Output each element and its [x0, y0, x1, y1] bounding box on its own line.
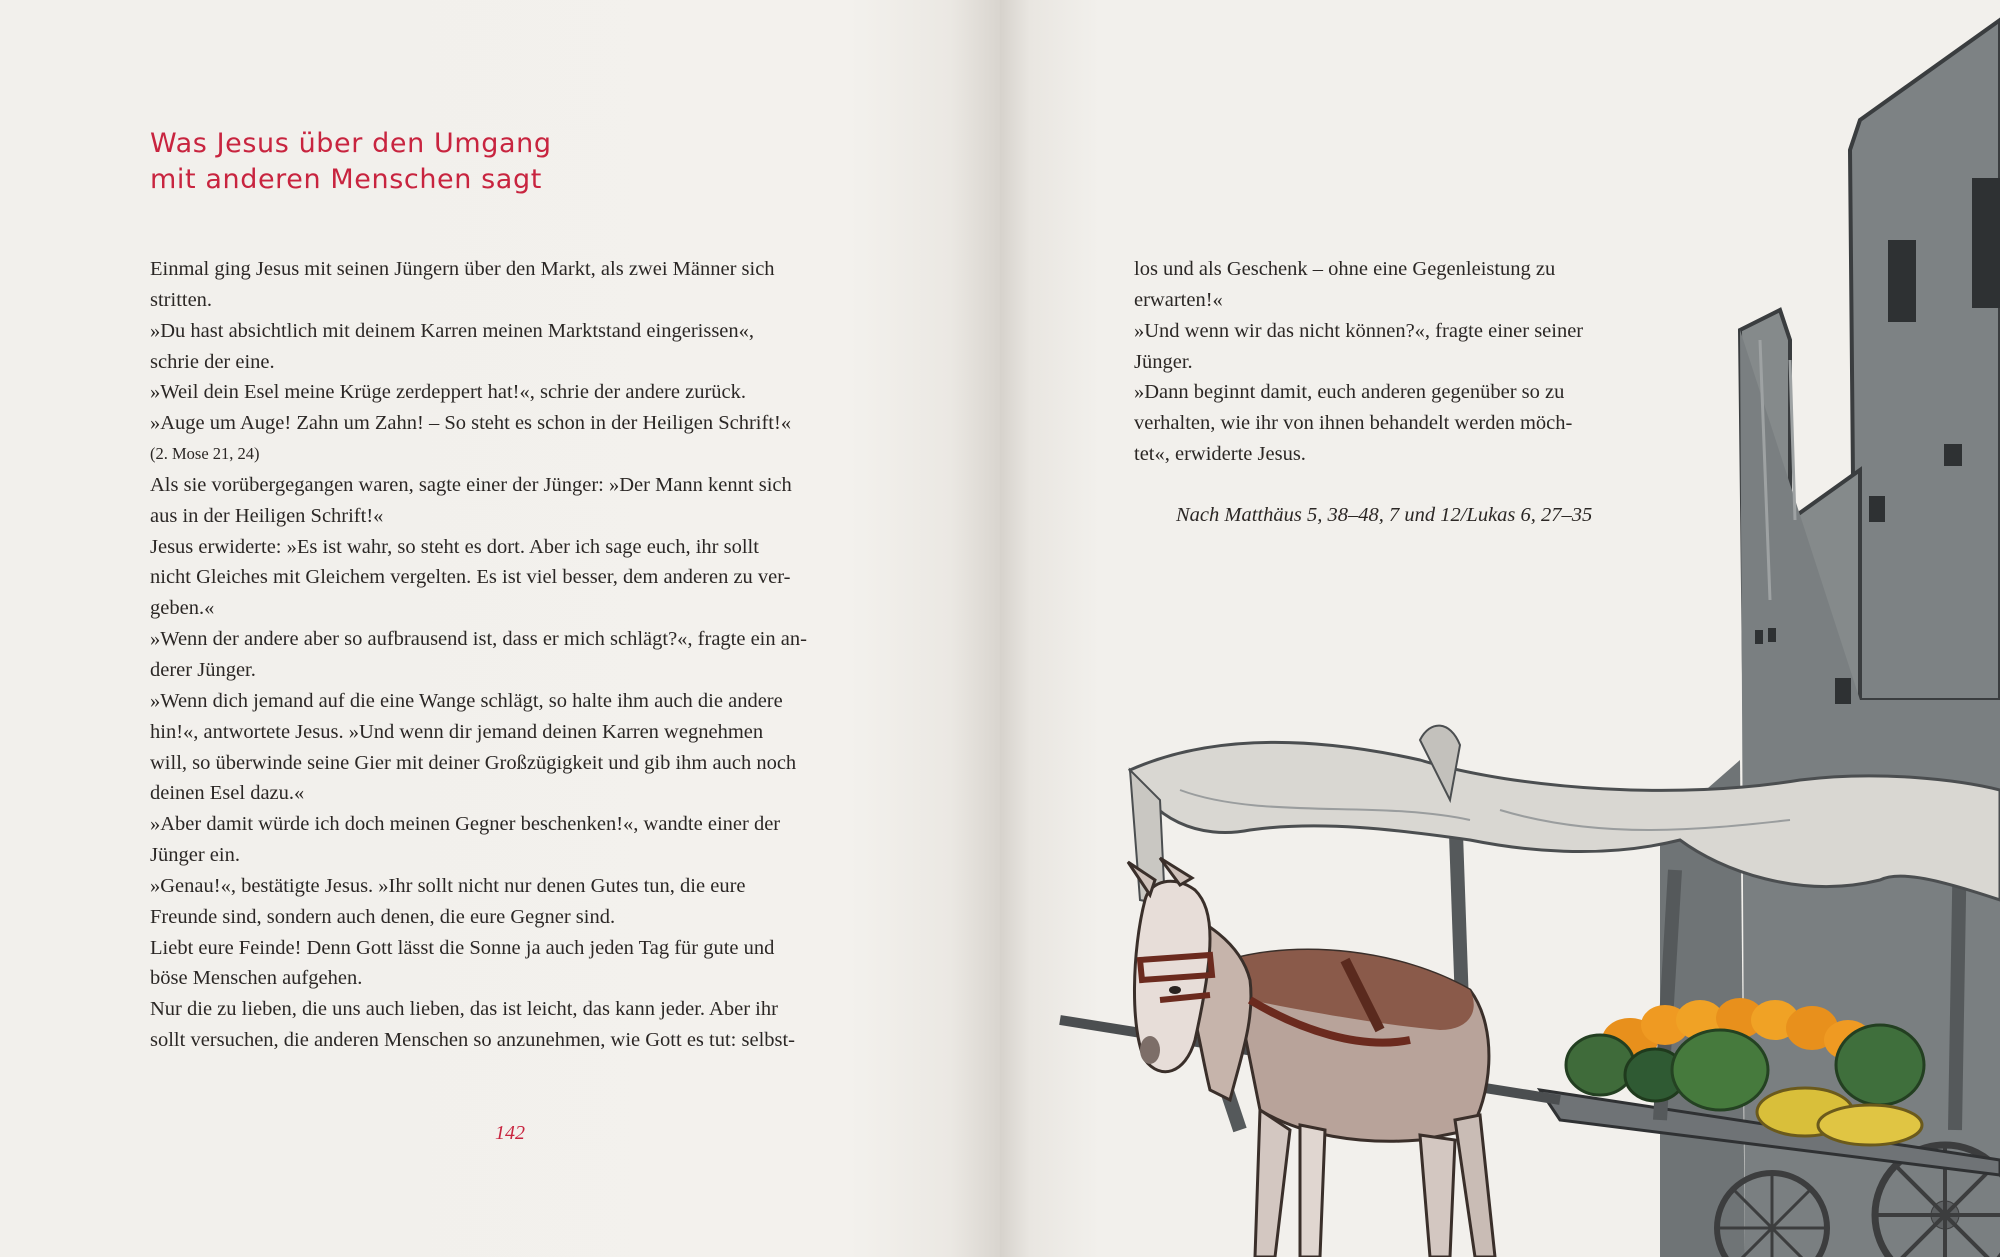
text-line: »Dann beginnt damit, euch anderen gegenüber so zu	[1134, 381, 1565, 404]
page-number: 142	[495, 1122, 525, 1144]
text-line: »Weil dein Esel meine Krüge zerdeppert hat!«, schrie der andere zurück.	[150, 381, 746, 404]
text-line: Als sie vorübergegangen waren, sagte einer der Jünger: »Der Mann kennt sich	[150, 473, 792, 496]
text-line: »Du hast absichtlich mit deinem Karren meinen Marktstand eingerissen«,	[150, 319, 755, 342]
left-body-text	[150, 254, 870, 1056]
bible-citation: Nach Matthäus 5, 38–48, 7 und 12/Lukas 6, 27–35	[1176, 504, 1593, 526]
text-line: aus in der Heiligen Schrift!«	[150, 504, 384, 527]
tower-window	[1888, 240, 1916, 322]
text-line: geben.«	[150, 597, 215, 620]
text-line: »Und wenn wir das nicht können?«, fragte einer seiner	[1134, 319, 1584, 342]
right-page	[1000, 0, 2000, 1257]
chapter-heading	[150, 126, 670, 198]
heading-line-2: mit anderen Menschen sagt	[150, 164, 542, 195]
text-line: los und als Geschenk – ohne eine Gegenleistung zu	[1134, 258, 1556, 280]
text-line: will, so überwinde seine Gier mit deiner Großzügigkeit und gib ihm auch noch	[150, 751, 797, 774]
text-line: schrie der eine.	[150, 350, 275, 373]
heading-line-1: Was Jesus über den Umgang	[150, 128, 552, 159]
text-line: Freunde sind, sondern auch denen, die eure Gegner sind.	[150, 905, 616, 928]
text-line: Jesus erwiderte: »Es ist wahr, so steht es dort. Aber ich sage euch, ihr sollt	[150, 535, 759, 558]
text-line: hin!«, antwortete Jesus. »Und wenn dir jemand deinen Karren wegnehmen	[150, 720, 764, 743]
tower-window	[1972, 178, 2000, 308]
text-line: Einmal ging Jesus mit seinen Jüngern über den Markt, als zwei Männer sich	[150, 258, 775, 280]
text-line: Nur die zu lieben, die uns auch lieben, das ist leicht, das kann jeder. Aber ihr	[150, 998, 778, 1021]
text-line: Jünger.	[1134, 350, 1193, 373]
text-line: »Wenn dich jemand auf die eine Wange schlägt, so halte ihm auch die andere	[150, 689, 783, 712]
text-line: Jünger ein.	[150, 844, 240, 867]
right-body-text	[1134, 254, 1654, 470]
donkey	[1128, 858, 1495, 1257]
text-line: Liebt eure Feinde! Denn Gott lässt die Sonne ja auch jeden Tag für gute und	[150, 936, 775, 959]
text-line: verhalten, wie ihr von ihnen behandelt werden möch-	[1134, 412, 1573, 435]
text-line: derer Jünger.	[150, 658, 256, 681]
text-line: stritten.	[150, 288, 213, 311]
text-line: böse Menschen aufgehen.	[150, 967, 363, 990]
text-line: »Aber damit würde ich doch meinen Gegner beschenken!«, wandte einer der	[150, 813, 781, 836]
text-line: erwarten!«	[1134, 288, 1223, 311]
text-line: deinen Esel dazu.«	[150, 782, 305, 805]
text-line: tet«, erwiderte Jesus.	[1134, 443, 1306, 466]
market-illustration	[1000, 0, 2000, 1257]
text-line: sollt versuchen, die anderen Menschen so anzunehmen, wie Gott es tut: selbst-	[150, 1029, 796, 1052]
text-line: »Wenn der andere aber so aufbrausend ist, dass er mich schlägt?«, fragte ein an-	[150, 628, 807, 651]
text-line: »Genau!«, bestätigte Jesus. »Ihr sollt nicht nur denen Gutes tun, die eure	[150, 874, 746, 897]
text-line: nicht Gleiches mit Gleichem vergelten. Es ist viel besser, dem anderen zu ver-	[150, 566, 791, 589]
scripture-reference: (2. Mose 21, 24)	[150, 444, 260, 464]
text-line: »Auge um Auge! Zahn um Zahn! – So steht es schon in der Heiligen Schrift!«	[150, 412, 792, 435]
